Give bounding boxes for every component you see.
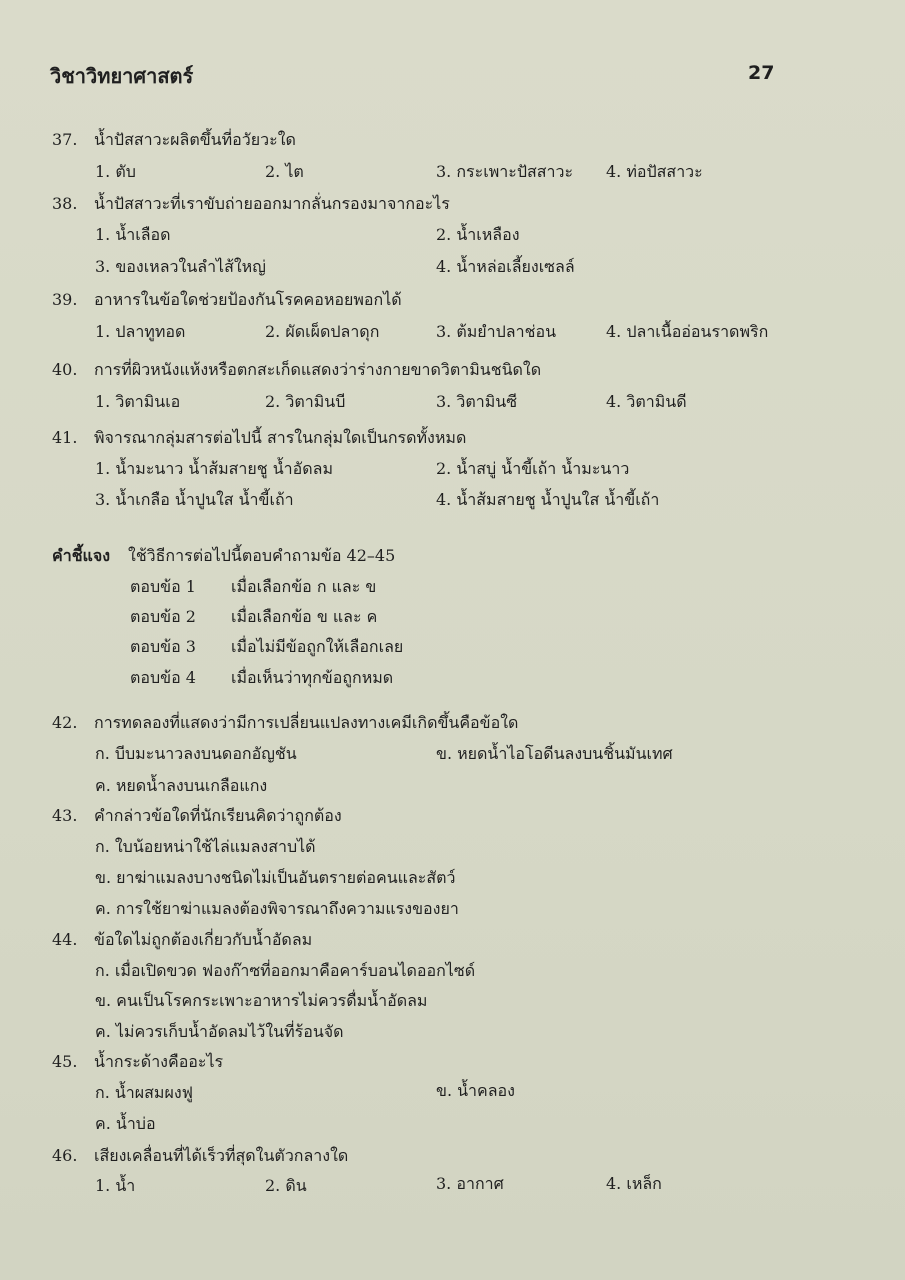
choice: ก. น้ำผสมผงฟู	[95, 1083, 193, 1102]
choice: 2. ดิน	[265, 1176, 307, 1195]
choice: 1. ปลาทูทอด	[95, 322, 186, 341]
question-text: น้ำกระด้างคืออะไร	[94, 1052, 224, 1071]
question-text: เสียงเคลื่อนที่ได้เร็วที่สุดในตัวกลางใด	[94, 1146, 349, 1165]
choice: 2. น้ำเหลือง	[436, 225, 520, 244]
choice: 1. ตับ	[95, 162, 136, 181]
choice: ค. การใช้ยาฆ่าแมลงต้องพิจารณาถึงความแรงของยา	[95, 899, 459, 918]
subject-title: วิชาวิทยาศาสตร์	[50, 64, 194, 88]
rule-answer: ตอบข้อ 2	[130, 607, 196, 626]
choice: 1. น้ำ	[95, 1176, 136, 1195]
question-text: การทดลองที่แสดงว่ามีการเปลี่ยนแปลงทางเคมีเกิดขึ้นคือข้อใด	[94, 713, 519, 732]
rule-answer: ตอบข้อ 4	[130, 668, 196, 687]
choice: ข. น้ำคลอง	[436, 1081, 515, 1100]
question-number: 44.	[52, 930, 78, 949]
choice: 3. ของเหลวในลำไส้ใหญ่	[95, 257, 266, 276]
choice: ก. บีบมะนาวลงบนดอกอัญชัน	[95, 744, 297, 763]
choice: ก. เมื่อเปิดขวด ฟองก๊าซที่ออกมาคือคาร์บอนไดออกไซด์	[95, 961, 476, 980]
choice: ค. ไม่ควรเก็บน้ำอัดลมไว้ในที่ร้อนจัด	[95, 1022, 344, 1041]
question-number: 42.	[52, 713, 78, 732]
choice: ค. น้ำบ่อ	[95, 1114, 156, 1133]
choice: ค. หยดน้ำลงบนเกลือแกง	[95, 776, 268, 795]
choice: ข. ยาฆ่าแมลงบางชนิดไม่เป็นอันตรายต่อคนและสัตว์	[95, 868, 456, 887]
question-text: น้ำปัสสาวะผลิตขึ้นที่อวัยวะใด	[94, 130, 296, 149]
instructions-label: คำชี้แจง	[52, 546, 111, 565]
choice: 4. น้ำหล่อเลี้ยงเซลล์	[436, 257, 575, 276]
question-number: 40.	[52, 360, 78, 379]
rule-answer: ตอบข้อ 1	[130, 577, 196, 596]
choice: 4. ท่อปัสสาวะ	[606, 162, 703, 181]
choice: 1. น้ำเลือด	[95, 225, 171, 244]
choice: 4. น้ำส้มสายชู น้ำปูนใส น้ำขี้เถ้า	[436, 490, 660, 509]
choice: 2. น้ำสบู่ น้ำขี้เถ้า น้ำมะนาว	[436, 459, 630, 478]
choice: 1. วิตามินเอ	[95, 392, 181, 411]
choice: 4. วิตามินดี	[606, 392, 687, 411]
choice: ก. ใบน้อยหน่าใช้ไล่แมลงสาบได้	[95, 837, 316, 856]
rule-answer: ตอบข้อ 3	[130, 637, 196, 656]
choice: 3. อากาศ	[436, 1174, 504, 1193]
rule-condition: เมื่อเลือกข้อ ข และ ค	[231, 607, 378, 626]
question-text: พิจารณากลุ่มสารต่อไปนี้ สารในกลุ่มใดเป็นกรดทั้งหมด	[94, 428, 467, 447]
question-number: 38.	[52, 194, 78, 213]
choice: 3. น้ำเกลือ น้ำปูนใส น้ำขี้เถ้า	[95, 490, 294, 509]
question-text: น้ำปัสสาวะที่เราขับถ่ายออกมากลั่นกรองมาจากอะไร	[94, 194, 450, 213]
choice: 4. เหล็ก	[606, 1174, 662, 1193]
choice: 2. ผัดเผ็ดปลาดุก	[265, 322, 380, 341]
rule-condition: เมื่อเห็นว่าทุกข้อถูกหมด	[231, 668, 394, 687]
question-text: คำกล่าวข้อใดที่นักเรียนคิดว่าถูกต้อง	[94, 806, 342, 825]
question-number: 45.	[52, 1052, 78, 1071]
choice: ข. หยดน้ำไอโอดีนลงบนชิ้นมันเทศ	[436, 744, 673, 763]
question-number: 46.	[52, 1146, 78, 1165]
question-number: 39.	[52, 290, 78, 309]
choice: 3. วิตามินซี	[436, 392, 518, 411]
choice: 4. ปลาเนื้ออ่อนราดพริก	[606, 322, 769, 341]
question-text: ข้อใดไม่ถูกต้องเกี่ยวกับน้ำอัดลม	[94, 930, 313, 949]
question-number: 41.	[52, 428, 78, 447]
page-number: 27	[748, 62, 775, 84]
question-text: การที่ผิวหนังแห้งหรือตกสะเก็ดแสดงว่าร่างกายขาดวิตามินชนิดใด	[94, 360, 542, 379]
question-text: อาหารในข้อใดช่วยป้องกันโรคคอหอยพอกได้	[94, 290, 402, 309]
choice: 3. ต้มยำปลาช่อน	[436, 322, 556, 341]
rule-condition: เมื่อไม่มีข้อถูกให้เลือกเลย	[231, 637, 404, 656]
choice: ข. คนเป็นโรคกระเพาะอาหารไม่ควรดื่มน้ำอัดลม	[95, 991, 428, 1010]
rule-condition: เมื่อเลือกข้อ ก และ ข	[231, 577, 377, 596]
instructions-text: ใช้วิธีการต่อไปนี้ตอบคำถามข้อ 42–45	[128, 546, 396, 565]
question-number: 43.	[52, 806, 78, 825]
choice: 3. กระเพาะปัสสาวะ	[436, 162, 574, 181]
choice: 1. น้ำมะนาว น้ำส้มสายชู น้ำอัดลม	[95, 459, 333, 478]
choice: 2. วิตามินบี	[265, 392, 346, 411]
question-number: 37.	[52, 130, 78, 149]
choice: 2. ไต	[265, 162, 304, 181]
